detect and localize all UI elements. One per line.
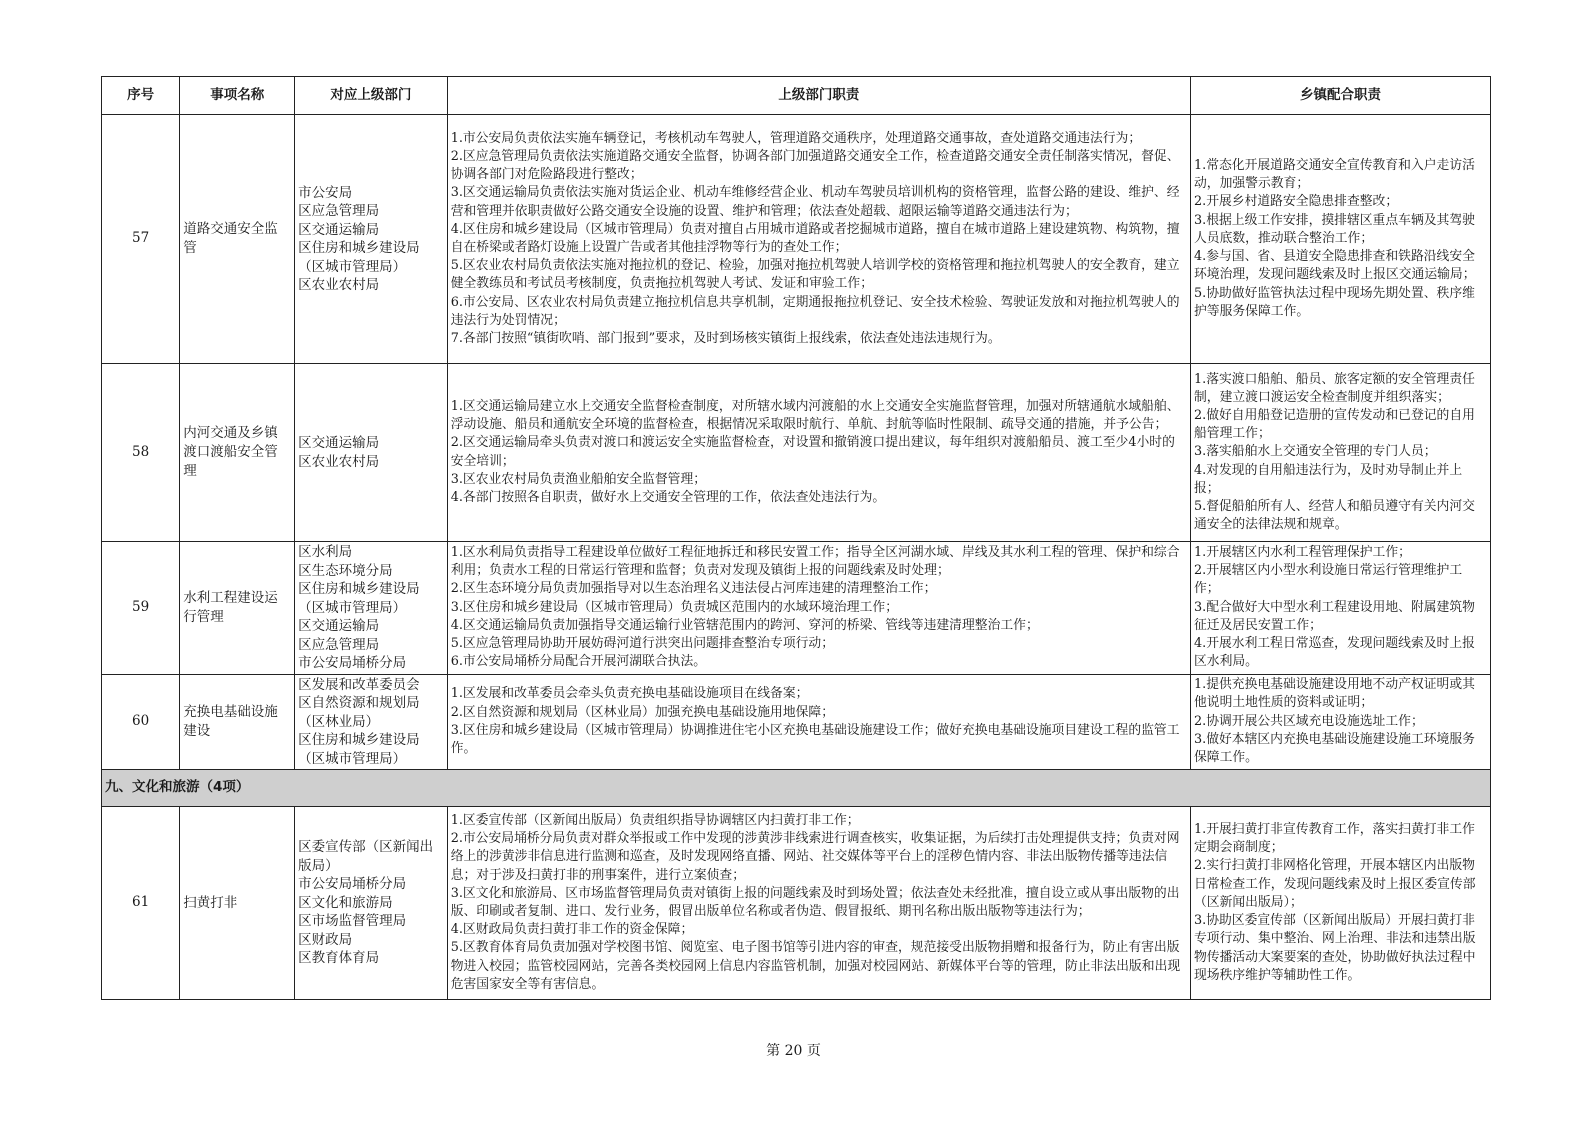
row-index: 58 (102, 364, 180, 542)
department-line: 区教育体育局 (298, 950, 380, 967)
duty-line: 2.区交通运输局牵头负责对渡口和渡运安全实施监督检查，对设置和撤销渡口提出建议，每年组织对渡船船员、渡工至少4小时的安全培训； (450, 435, 1175, 469)
department-line: 区住房和城乡建设局（区城市管理局） (298, 732, 420, 767)
row-department-duties (447, 807, 1190, 1000)
department-line: 区农业农村局 (298, 277, 380, 293)
duty-line: 1.区交通运输局建立水上交通安全监督检查制度，对所辖水域内河渡船的水上交通安全实施监督管理，加强对所辖通航水域船舶、浮动设施、船员和通航安全环境的监督检查，根据情况采取限时航行、单航、封航等临时性限制、疏导交通的措施，并予公告； (450, 398, 1180, 433)
row-departments (295, 364, 448, 542)
duty-line: 5.区应急管理局协助开展妨碍河道行洪突出问题排查整治专项行动； (450, 636, 835, 652)
department-line: 区生态环境分局 (298, 562, 393, 579)
department-line: 区农业农村局 (298, 453, 380, 470)
duty-line: 2.区自然资源和规划局（区林业局）加强充换电基础设施用地保障； (450, 704, 835, 720)
row-index: 57 (102, 115, 180, 364)
town-duty-line: 3.做好本辖区内充换电基础设施建设施工环境服务保障工作。 (1193, 731, 1475, 766)
department-line: 区发展和改革委员会 (298, 676, 420, 693)
duty-line: 4.区交通运输局负责加强指导交通运输行业管辖范围内的跨河、穿河的桥梁、管线等违建清理整治工作； (450, 617, 1039, 633)
department-line: 区文化和旅游局 (298, 894, 393, 911)
department-line: 区自然资源和规划局（区林业局） (298, 695, 420, 730)
duty-line: 1.区水利局负责指导工程建设单位做好工程征地拆迁和移民安置工作；指导全区河湖水域、岸线及其水利工程的管理、保护和综合利用；负责水工程的日常运行管理和监督；负责对发现及镇街上报的问题线索及时处理； (450, 545, 1180, 579)
town-duty-line: 3.协助区委宣传部（区新闻出版局）开展扫黄打非专项行动、集中整治、网上治理、非法和违禁出版物传播活动大案要案的查处，协助做好执法过程中现场秩序维护等辅助性工作。 (1193, 913, 1476, 983)
department-line: 市公安局 (298, 184, 353, 201)
department-line: 区水利局 (298, 544, 353, 560)
duty-line: 2.区应急管理局负责依法实施道路交通安全监督，协调各部门加强道路交通安全工作，检查道路交通安全责任制落实情况，督促、协调各部门对危险路段进行整改； (450, 148, 1180, 183)
town-duty-line: 4.对发现的自用船违法行为，及时劝导制止并上报； (1193, 462, 1463, 496)
row-town-duties (1190, 364, 1490, 542)
town-duty-line: 3.配合做好大中型水利工程建设用地、附属建筑物征迁及居民安置工作； (1193, 599, 1475, 633)
town-duty-line: 1.开展扫黄打非宣传教育工作，落实扫黄打非工作定期会商制度； (1193, 822, 1475, 856)
duty-line: 5.区教育体育局负责加强对学校图书馆、阅览室、电子图书馆等引进内容的审查，规范接受出版物捐赠和报备行为，防止有害出版物进入校园；监管校园网站，完善各类校园网上信息内容监管机制，加强对校园网站、新媒体平台等的管理，防止非法出版和出现危害国家安全等有害信息。 (450, 940, 1181, 992)
row-index: 60 (102, 674, 180, 770)
department-line: 市公安局埇桥分局 (298, 655, 407, 671)
department-line: 区住房和城乡建设局（区城市管理局） (298, 581, 420, 616)
duty-line: 3.区文化和旅游局、区市场监督管理局负责对镇街上报的问题线索及时到场处置；依法查处未经批准，擅自设立或从事出版物的出版、印刷或者复制、进口、发行业务，假冒出版单位名称或者伪造、假冒报纸、期刊名称出版出版物等违法行为； (450, 885, 1180, 919)
department-line: 区交通运输局 (298, 435, 380, 451)
duty-line: 4.各部门按照各自职责，做好水上交通安全管理的工作，依法查处违法行为。 (450, 489, 886, 505)
department-line: 区交通运输局 (298, 221, 380, 238)
town-duty-line: 1.常态化开展道路交通安全宣传教育和入户走访活动，加强警示教育； (1193, 158, 1475, 192)
duty-line: 2.市公安局埇桥分局负责对群众举报或工作中发现的涉黄涉非线索进行调查核实，收集证据，为后续打击处理提供支持；负责对网络上的涉黄涉非信息进行监测和巡查，及时发现网络直播、网站、社交媒体等平台上的淫秽色情内容、非法出版物传播等违法信息；对于涉及扫黄打非的刑事案件，进行立案侦查； (450, 831, 1180, 883)
department-line: 区住房和城乡建设局（区城市管理局） (298, 240, 420, 275)
duty-line: 2.区生态环境分局负责加强指导对以生态治理名义违法侵占河库违建的清理整治工作； (450, 581, 937, 597)
town-duty-line: 2.做好自用船登记造册的宣传发动和已登记的自用船管理工作； (1193, 407, 1475, 442)
table-row (102, 115, 1491, 364)
row-department-duties (447, 115, 1190, 364)
duty-line: 6.市公安局、区农业农村局负责建立拖拉机信息共享机制，定期通报拖拉机登记、安全技术检验、驾驶证发放和对拖拉机驾驶人的违法行为处罚情况； (450, 294, 1180, 328)
page-number: 第 20 页 (766, 1043, 821, 1059)
table-row (102, 674, 1491, 770)
town-duty-line: 3.根据上级工作安排，摸排辖区重点车辆及其驾驶人员底数，推动联合整治工作； (1193, 212, 1475, 246)
row-departments (295, 674, 448, 770)
duty-line: 1.市公安局负责依法实施车辆登记，考核机动车驾驶人，管理道路交通秩序，处理道路交通事故，查处道路交通违法行为； (450, 130, 1142, 146)
town-duty-line: 5.督促船舶所有人、经营人和船员遵守有关内河交通安全的法律法规和规章。 (1193, 499, 1475, 533)
row-item-name: 道路交通安全监管 (180, 115, 295, 364)
row-town-duties (1190, 674, 1490, 770)
row-item-name: 水利工程建设运行管理 (180, 542, 295, 675)
table-header-row (102, 77, 1491, 115)
town-duty-line: 4.开展水利工程日常巡查，发现问题线索及时上报区水利局。 (1193, 636, 1475, 670)
header-item-name: 事项名称 (180, 77, 295, 115)
department-line: 区应急管理局 (298, 636, 380, 653)
town-duty-line: 1.开展辖区内水利工程管理保护工作； (1193, 545, 1411, 561)
duty-line: 4.区财政局负责扫黄打非工作的资金保障； (450, 922, 694, 938)
town-duty-line: 2.协调开展公共区域充电设施选址工作； (1193, 713, 1424, 729)
duty-line: 1.区委宣传部（区新闻出版局）负责组织指导协调辖区内扫黄打非工作； (450, 812, 860, 828)
row-town-duties (1190, 807, 1490, 1000)
town-duty-line: 5.协助做好监管执法过程中现场先期处置、秩序维护等服务保障工作。 (1193, 285, 1475, 319)
department-line: 区委宣传部（区新闻出版局） (298, 839, 434, 874)
section-title: 九、文化和旅游（4项） (102, 770, 1491, 807)
town-duty-line: 4.参与国、省、县道安全隐患排查和铁路沿线安全环境治理，发现问题线索及时上报区交通运输局； (1193, 249, 1476, 283)
row-item-name: 内河交通及乡镇渡口渡船安全管理 (180, 364, 295, 542)
duty-line: 4.区住房和城乡建设局（区城市管理局）负责对擅自占用城市道路或者挖掘城市道路，擅自在城市道路上建设建筑物、构筑物，擅自在桥梁或者路灯设施上设置广告或者其他挂浮物等行为的查处工作； (450, 221, 1180, 255)
duty-line: 3.区农业农村局负责渔业船舶安全监督管理； (450, 471, 707, 487)
section-row (102, 770, 1491, 807)
row-index: 59 (102, 542, 180, 675)
duty-line: 3.区交通运输局负责依法实施对货运企业、机动车维修经营企业、机动车驾驶员培训机构的资格管理，监督公路的建设、维护、经营和管理并依职责做好公路交通安全设施的设置、维护和管理；依法查处超载、超限运输等道路交通违法行为； (450, 185, 1180, 219)
department-line: 市公安局埇桥分局 (298, 876, 407, 893)
town-duty-line: 2.开展辖区内小型水利设施日常运行管理维护工作； (1193, 563, 1463, 597)
town-duty-line: 2.开展乡村道路安全隐患排查整改； (1193, 194, 1399, 210)
header-index: 序号 (102, 77, 180, 115)
header-town-duties: 乡镇配合职责 (1190, 77, 1490, 115)
table-row (102, 807, 1491, 1000)
town-duty-line: 2.实行扫黄打非网格化管理，开展本辖区内出版物日常检查工作，发现问题线索及时上报区委宣传部（区新闻出版局）； (1193, 858, 1476, 910)
row-departments (295, 115, 448, 364)
row-item-name: 扫黄打非 (180, 807, 295, 1000)
row-item-name: 充换电基础设施建设 (180, 674, 295, 770)
row-town-duties (1190, 115, 1490, 364)
department-line: 区交通运输局 (298, 618, 380, 634)
town-duty-line: 3.落实船舶水上交通安全管理的专门人员； (1193, 444, 1437, 460)
table-row (102, 364, 1491, 542)
town-duty-line: 1.落实渡口船舶、船员、旅客定额的安全管理责任制，建立渡口渡运安全检查制度并组织落实； (1193, 371, 1475, 405)
header-department-duties: 上级部门职责 (447, 77, 1190, 115)
row-town-duties (1190, 542, 1490, 675)
table-row (102, 542, 1491, 675)
duty-line: 5.区农业农村局负责依法实施对拖拉机的登记、检验，加强对拖拉机驾驶人培训学校的资格管理和拖拉机驾驶人的安全教育，建立健全教练员和考试员考核制度，负责拖拉机驾驶人考试、发证和审验工作； (450, 258, 1180, 292)
header-department: 对应上级部门 (295, 77, 448, 115)
duty-line: 6.市公安局埇桥分局配合开展河湖联合执法。 (450, 654, 707, 670)
department-line: 区应急管理局 (298, 203, 380, 219)
row-department-duties (447, 674, 1190, 770)
duty-line: 1.区发展和改革委员会牵头负责充换电基础设施项目在线备案； (450, 686, 809, 702)
row-departments (295, 542, 448, 675)
row-departments (295, 807, 448, 1000)
row-department-duties (447, 542, 1190, 675)
duty-line: 7.各部门按照“镇街吹哨、部门报到”要求，及时到场核实镇街上报线索，依法查处违法违规行为。 (450, 331, 1001, 347)
department-line: 区市场监督管理局 (298, 913, 407, 930)
duty-table (101, 76, 1491, 1000)
town-duty-line: 1.提供充换电基础设施建设用地不动产权证明或其他说明土地性质的资料或证明； (1193, 677, 1475, 711)
duty-line: 3.区住房和城乡建设局（区城市管理局）负责城区范围内的水域环境治理工作； (450, 599, 898, 615)
row-department-duties (447, 364, 1190, 542)
department-line: 区财政局 (298, 931, 353, 948)
row-index: 61 (102, 807, 180, 1000)
duty-line: 3.区住房和城乡建设局（区城市管理局）协调推进住宅小区充换电基础设施建设工作；做好充换电基础设施项目建设工程的监管工作。 (450, 722, 1180, 756)
